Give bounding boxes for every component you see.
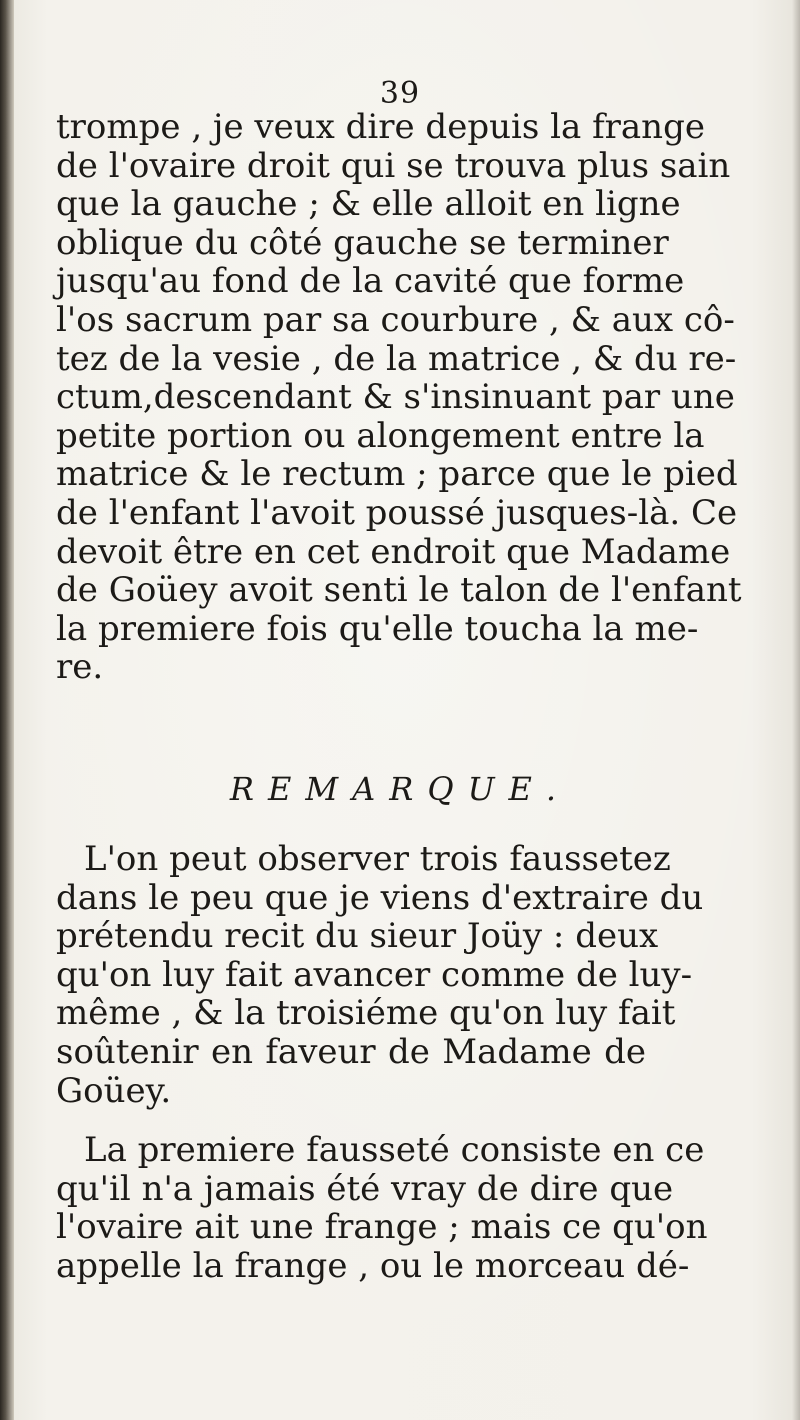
text-line: tez de la vesie , de la matrice , & du re- bbox=[56, 338, 737, 379]
text-line: trompe , je veux dire depuis la frange bbox=[56, 107, 705, 147]
paragraph-3 bbox=[56, 1130, 708, 1286]
text-line: devoit être en cet endroit que Madame bbox=[56, 531, 731, 572]
text-line: que la gauche ; & elle alloit en ligne bbox=[56, 184, 681, 225]
page-edge-shadow bbox=[792, 0, 800, 1420]
paragraph-2 bbox=[56, 839, 704, 1111]
text-line: appelle la frange , ou le morceau dé- bbox=[56, 1245, 690, 1286]
text-line: Goüey. bbox=[56, 1070, 172, 1111]
text-line: matrice & le rectum ; parce que le pied bbox=[56, 454, 738, 495]
text-line: l'ovaire ait une frange ; mais ce qu'on bbox=[56, 1207, 708, 1248]
text-line: de Goüey avoit senti le talon de l'enfant bbox=[56, 570, 742, 611]
text-line: L'on peut observer trois faussetez bbox=[84, 839, 671, 879]
text-line: la premiere fois qu'elle toucha la me- bbox=[56, 608, 699, 649]
page-number: 39 bbox=[379, 76, 421, 111]
text-line: ctum,descendant & s'insinuant par une bbox=[56, 377, 735, 418]
book-spine-shadow bbox=[0, 0, 14, 1420]
text-line: oblique du côté gauche se terminer bbox=[56, 222, 669, 263]
text-line: La premiere fausseté consiste en ce bbox=[84, 1130, 705, 1170]
text-line: l'os sacrum par sa courbure , & aux cô- bbox=[56, 299, 735, 340]
text-line: dans le peu que je viens d'extraire du bbox=[56, 877, 704, 918]
text-line: soûtenir en faveur de Madame de bbox=[56, 1031, 646, 1072]
text-line: de l'ovaire droit qui se trouva plus sain bbox=[56, 145, 731, 186]
text-line: qu'on luy fait avancer comme de luy- bbox=[56, 954, 693, 995]
text-line: petite portion ou alongement entre la bbox=[56, 415, 705, 456]
text-line: même , & la troisiéme qu'on luy fait bbox=[56, 993, 676, 1034]
text-line: re. bbox=[56, 647, 104, 688]
paragraph-1 bbox=[56, 107, 742, 688]
text-line: jusqu'au fond de la cavité que forme bbox=[56, 261, 685, 302]
text-line: prétendu recit du sieur Joüy : deux bbox=[56, 916, 659, 957]
text-line: de l'enfant l'avoit poussé jusques-là. Ce bbox=[56, 492, 738, 533]
text-line: qu'il n'a jamais été vray de dire que bbox=[56, 1168, 674, 1209]
section-heading: REMARQUE. bbox=[229, 770, 571, 808]
